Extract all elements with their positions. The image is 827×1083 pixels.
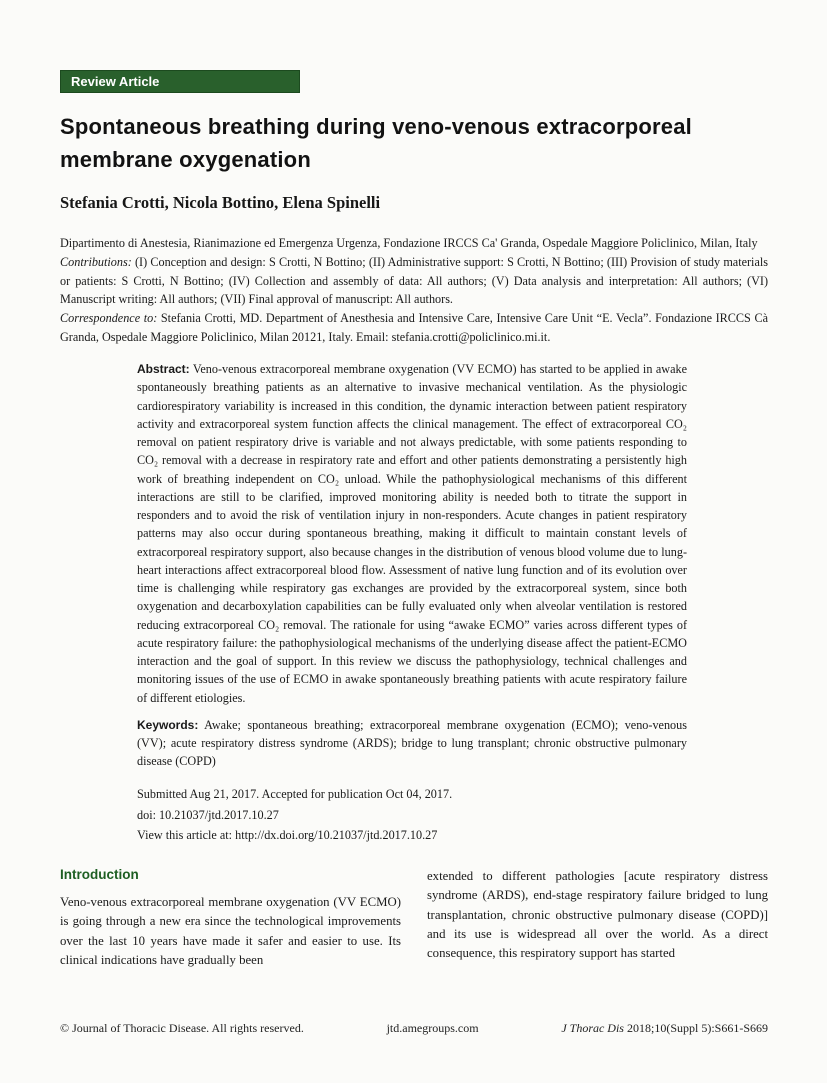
introduction-text-right: extended to different pathologies [acute respiratory distress syndrome (ARDS), end-stage respiratory failure bridged to lung transplantation, chronic obstructive pulmonary disease (COPD)] and its use is widespread all over the world. As a direct consequence, this respiratory support has started bbox=[427, 869, 768, 961]
correspondence-text: Stefania Crotti, MD. Department of Anesthesia and Intensive Care, Intensive Care Unit “E. Vecla”. Fondazione IRCCS Cà Granda, Ospedale Maggiore Policlinico, Milan 20121, Italy. Email: stefania.crotti@policlinico.mi.it. bbox=[60, 311, 768, 344]
introduction-column-right bbox=[427, 867, 768, 970]
contributions-text: (I) Conception and design: S Crotti, N Bottino; (II) Administrative support: S Crotti, N Bottino; (III) Provision of study materials or patients: S Crotti, N Bottino; (IV) Collection and assembly of data: All authors; (V) Data analysis and interpretation: All authors; (VI) Manuscript writing: All authors; (VII) Final approval of manuscript: All authors. bbox=[60, 254, 768, 307]
introduction-section bbox=[60, 867, 768, 970]
keywords-paragraph bbox=[137, 716, 687, 771]
submitted-line: Submitted Aug 21, 2017. Accepted for publication Oct 04, 2017. bbox=[137, 787, 453, 801]
keywords-label: Keywords: bbox=[137, 717, 199, 732]
footer-citation-rest: 2018;10(Suppl 5):S661-S669 bbox=[623, 1021, 768, 1035]
contributions-label: Contributions: bbox=[60, 254, 132, 269]
article-title: Spontaneous breathing during veno-venous extracorporeal membrane oxygenation bbox=[60, 114, 692, 172]
footer-copyright: © Journal of Thoracic Disease. All rights reserved. bbox=[60, 1021, 304, 1035]
article-url-link[interactable]: http://dx.doi.org/10.21037/jtd.2017.10.27 bbox=[235, 828, 438, 842]
abstract-section bbox=[137, 360, 687, 771]
introduction-column-left bbox=[60, 867, 401, 970]
doi-line: doi: 10.21037/jtd.2017.10.27 bbox=[137, 807, 279, 822]
authors-line: Stefania Crotti, Nicola Bottino, Elena Spinelli bbox=[60, 193, 381, 212]
affiliation-text: Dipartimento di Anestesia, Rianimazione ed Emergenza Urgenza, Fondazione IRCCS Ca' Granda, Ospedale Maggiore Policlinico, Milan, Italy bbox=[60, 236, 758, 250]
footer-citation bbox=[561, 1021, 768, 1036]
introduction-text-left: Veno-venous extracorporeal membrane oxygenation (VV ECMO) is going through a new era since the technological improvements over the last 10 years have made it safer and easier to use. Its clinical indications have gradually been bbox=[60, 895, 401, 967]
abstract-text: Veno-venous extracorporeal membrane oxygenation (VV ECMO) has started to be applied in awake spontaneously breathing patients as an alternative to invasive mechanical ventilation. As the physiologic cardiorespiratory variability is increased in this condition, the dynamic interaction between patient respiratory activity and extracorporeal system function affects the clinical management. The effect of extracorporeal CO₂ removal on patient respiratory drive is variable and not always predictable, with some patients responding to CO₂ removal with a decrease in respiratory rate and effort and other patients demonstrating a persistently high work of breathing independent on CO₂ unload. While the pathophysiological mechanisms of this different interactions are still to be clarified, improved monitoring ability is needed both to titrate the support in responders and to avoid the risk of ventilation injury in non-responders. Acute changes in patient respiratory patterns may also occur during spontaneous breathing, making it difficult to maintain constant levels of extracorporeal respiratory support, also because changes in the distribution of venous blood volume due to lung-heart interactions affect extracorporeal blood flow. Assessment of native lung function and of its evolution over time is challenging while respiratory gas exchanges are provided by the extracorporeal system, since both oxygenation and decarboxylation capabilities can be fully evaluated only when alveolar ventilation is restored reducing extracorporeal CO₂ removal. The rationale for using “awake ECMO” varies across different types of acute respiratory failure: the pathophysiological mechanisms of the underlying disease affect the patient-ECMO interaction and the goal of support. In this review we discuss the pathophysiology, technical challenges and monitoring issues of the use of ECMO in awake spontaneously breathing patients with acute respiratory failure of different etiologies. bbox=[137, 362, 687, 705]
footer-website: jtd.amegroups.com bbox=[386, 1021, 479, 1035]
contributions-paragraph bbox=[60, 253, 768, 309]
review-article-badge-label: Review Article bbox=[71, 74, 160, 89]
dates-block bbox=[137, 784, 687, 846]
abstract-paragraph bbox=[137, 360, 687, 707]
view-article-label: View this article at: bbox=[137, 828, 236, 842]
correspondence-label: Correspondence to: bbox=[60, 311, 158, 326]
correspondence-paragraph bbox=[60, 309, 768, 347]
review-article-badge bbox=[60, 70, 300, 93]
introduction-heading: Introduction bbox=[60, 867, 139, 882]
keywords-text: Awake; spontaneous breathing; extracorporeal membrane oxygenation (ECMO); veno-venous (VV); acute respiratory distress syndrome (ARDS); bridge to lung transplant; chronic obstructive pulmonary disease (COPD) bbox=[137, 717, 687, 769]
affiliation-block bbox=[60, 234, 768, 347]
view-article-line bbox=[137, 825, 687, 846]
abstract-label: Abstract: bbox=[137, 362, 190, 376]
footer-citation-journal: J Thorac Dis bbox=[561, 1021, 624, 1035]
page-footer bbox=[60, 1021, 768, 1036]
